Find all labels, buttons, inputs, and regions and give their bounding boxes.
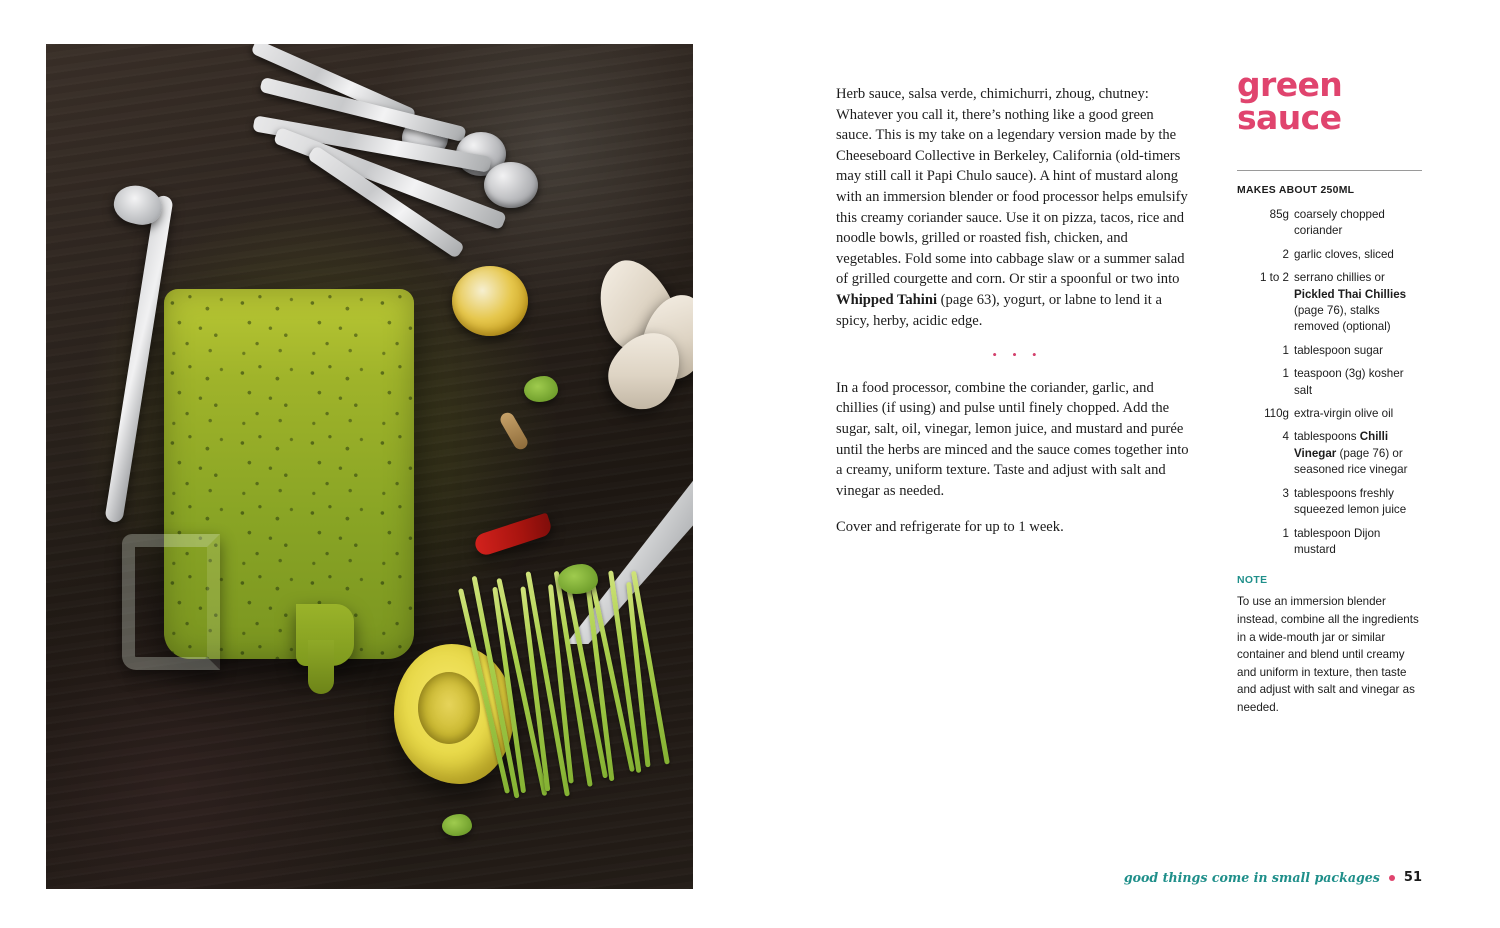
coriander-leaf-3 xyxy=(442,814,472,836)
list-item xyxy=(1237,429,1422,478)
recipe-photo xyxy=(46,44,693,889)
ingredient-text xyxy=(1294,270,1422,336)
ingredient-text: tablespoon sugar xyxy=(1294,343,1383,357)
yield-label: MAKES ABOUT 250ML xyxy=(1237,185,1355,196)
chapter-title: good things come in small packages xyxy=(1123,870,1380,885)
measuring-spoon-bowl-3 xyxy=(484,162,538,208)
ingredient-text: teaspoon (3g) kosher salt xyxy=(1294,367,1404,397)
ingredient-quantity: 1 xyxy=(1282,526,1289,540)
measuring-spoon-with-oil xyxy=(452,266,528,336)
jug-handle xyxy=(122,534,220,670)
ingredient-cross-reference: Chilli Vinegar xyxy=(1294,430,1389,460)
list-item xyxy=(1237,366,1422,399)
list-item xyxy=(1237,207,1422,240)
ingredient-text: coarsely chopped coriander xyxy=(1294,208,1385,238)
ingredient-quantity: 1 xyxy=(1282,343,1289,357)
lemon-flesh xyxy=(418,672,480,744)
recipe-title-line1: green xyxy=(1237,65,1343,104)
photo-background xyxy=(46,44,693,889)
ingredient-text: garlic cloves, sliced xyxy=(1294,247,1394,261)
ingredient-cross-reference: Pickled Thai Chillies xyxy=(1294,287,1407,301)
coriander-leaf-2 xyxy=(558,564,598,594)
sidebar-divider xyxy=(1237,170,1422,171)
sauce-drip xyxy=(308,640,334,694)
ingredient-list xyxy=(1237,207,1422,558)
ingredient-text: extra-virgin olive oil xyxy=(1294,407,1394,421)
page-footer xyxy=(1124,870,1422,885)
recipe-sidebar xyxy=(1237,65,1422,716)
list-item xyxy=(1237,343,1422,359)
list-item xyxy=(1237,247,1422,263)
ingredient-quantity: 110g xyxy=(1264,407,1289,421)
headnote-bold-reference: Whipped Tahini xyxy=(836,291,938,308)
recipe-title-line2: sauce xyxy=(1237,98,1342,137)
ingredient-text-lead: tablespoons xyxy=(1294,430,1360,444)
headnote-text-tail: (page 63), yogurt, or labne to lend it a spicy, herby, acidic edge. xyxy=(836,291,1162,329)
method-paragraph: In a food processor, combine the coriander, garlic, and chillies (if using) and pulse until finely chopped. Add the sugar, salt, oil, vinegar, lemon juice, and mustard and purée until the herbs are minced and the sauce comes together into a creamy, uniform texture. Taste and adjust with salt and vinegar as needed. xyxy=(836,379,1189,499)
ingredient-quantity: 3 xyxy=(1282,486,1289,500)
note-body: To use an immersion blender instead, combine all the ingredients in a wide-mouth jar or similar container and blend until creamy and uniform in texture, then taste and adjust with salt and vinegar as needed. xyxy=(1237,595,1419,714)
headnote-text: Herb sauce, salsa verde, chimichurri, zhoug, chutney: Whatever you call it, there’s nothing like a good green sauce. This is my take on a legendary version made by the Cheeseboard Collective in Berkeley, California (old-timers may still call it Papi Chulo sauce). A hint of mustard along with an immersion blender or food processor helps emulsify this creamy coriander sauce. Use it on pizza, tacos, rice and noodle bowls, grilled or roasted fish, chicken, and vegetables. Fold some into cabbage slaw or a summer salad of grilled courgette and corn. Or stir a spoonful or two into xyxy=(836,86,1188,288)
ingredient-quantity: 1 to 2 xyxy=(1259,271,1289,285)
ingredient-text-tail: (page 76) or seasoned rice vinegar xyxy=(1294,446,1408,477)
ingredient-text: tablespoons freshly squeezed lemon juice xyxy=(1294,486,1407,517)
storage-paragraph: Cover and refrigerate for up to 1 week. xyxy=(836,519,1064,536)
page-number: 51 xyxy=(1403,870,1422,885)
ingredient-quantity: 85g xyxy=(1269,208,1289,221)
ingredient-quantity: 4 xyxy=(1282,430,1289,444)
list-item xyxy=(1237,486,1422,519)
coriander-leaf-1 xyxy=(524,376,558,402)
ingredient-text: tablespoon Dijon mustard xyxy=(1294,526,1381,556)
note-heading: NOTE xyxy=(1237,575,1268,587)
footer-dot-icon xyxy=(1389,875,1395,881)
ingredient-quantity: 2 xyxy=(1282,247,1289,261)
list-item xyxy=(1237,406,1422,422)
ingredient-text-tail: (page 76), stalks removed (optional) xyxy=(1294,304,1391,334)
ingredient-text-lead: serrano chillies or xyxy=(1294,271,1385,285)
recipe-page xyxy=(750,0,1500,928)
recipe-title xyxy=(1237,65,1422,137)
ingredient-text xyxy=(1294,429,1422,478)
headnote-paragraph xyxy=(836,84,1191,331)
list-item xyxy=(1237,526,1422,559)
section-divider: • • • xyxy=(992,347,1043,363)
recipe-body-column xyxy=(836,84,1191,538)
ingredient-quantity: 1 xyxy=(1282,367,1289,381)
list-item xyxy=(1237,270,1422,336)
